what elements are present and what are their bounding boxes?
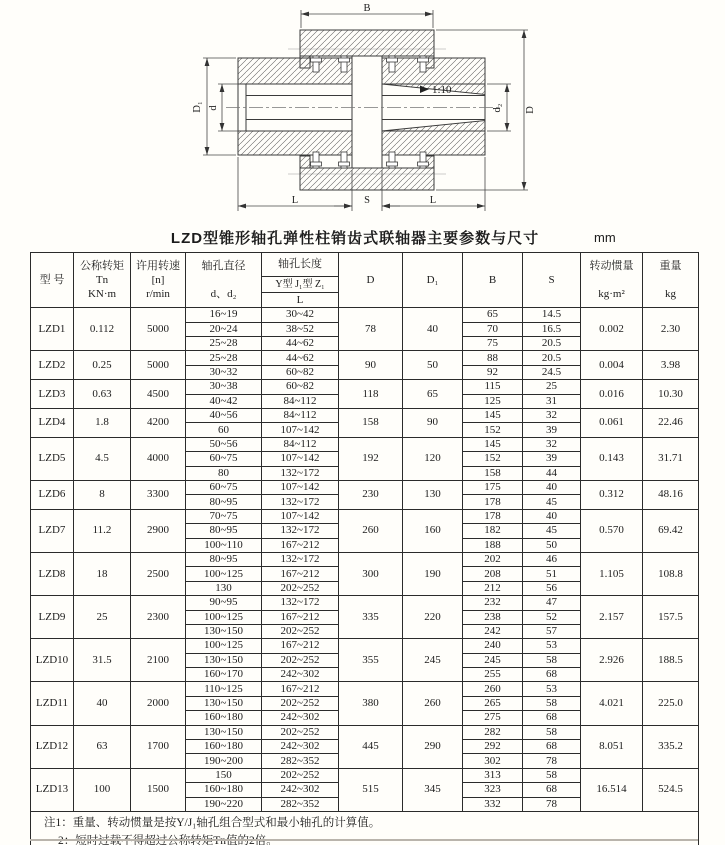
- table-row: [31, 380, 699, 394]
- dim-B-cell: 240: [463, 639, 523, 653]
- col-header-inertia: 转动惯量 kg·m²: [581, 253, 643, 308]
- dim-S-cell: 52: [523, 610, 581, 624]
- dim-B-cell: 75: [463, 337, 523, 351]
- model-cell: LZD4: [31, 409, 74, 438]
- dim-B-cell: 255: [463, 668, 523, 682]
- dim-B-cell: 265: [463, 696, 523, 710]
- dim-S-cell: 20.5: [523, 337, 581, 351]
- inertia-cell: 0.061: [581, 409, 643, 438]
- dim-S-cell: 32: [523, 409, 581, 423]
- table-row: [31, 437, 699, 451]
- dim-D1-cell: 220: [403, 596, 463, 639]
- model-cell: LZD3: [31, 380, 74, 409]
- dim-S-cell: 56: [523, 581, 581, 595]
- dim-S-cell: 53: [523, 682, 581, 696]
- dim-D1-cell: 120: [403, 437, 463, 480]
- dim-B-cell: 178: [463, 509, 523, 523]
- bore-l-cell: 107~142: [262, 452, 339, 466]
- unit-label: mm: [594, 230, 616, 245]
- col-header-bore-len-types: Y型 J₁型 Z₁: [262, 277, 339, 293]
- bore-d-cell: 100~110: [186, 538, 262, 552]
- dim-B-cell: 152: [463, 452, 523, 466]
- dim-label-S: S: [364, 195, 370, 206]
- dim-S-cell: 44: [523, 466, 581, 480]
- dim-S-cell: 16.5: [523, 322, 581, 336]
- bore-l-cell: 202~252: [262, 768, 339, 782]
- bore-d-cell: 60: [186, 423, 262, 437]
- bore-l-cell: 107~142: [262, 423, 339, 437]
- bore-d-cell: 60~75: [186, 452, 262, 466]
- dim-S-cell: 47: [523, 596, 581, 610]
- table-row: [31, 682, 699, 696]
- bore-d-cell: 130~150: [186, 653, 262, 667]
- model-cell: LZD8: [31, 552, 74, 595]
- dim-B-cell: 332: [463, 797, 523, 811]
- speed-cell: 1700: [131, 725, 186, 768]
- weight-cell: 157.5: [643, 596, 699, 639]
- bore-d-cell: 30~38: [186, 380, 262, 394]
- dim-D1-cell: 65: [403, 380, 463, 409]
- dim-S-cell: 50: [523, 538, 581, 552]
- dim-D-cell: 335: [339, 596, 403, 639]
- spec-table: [30, 252, 699, 845]
- dim-D1-cell: 160: [403, 509, 463, 552]
- dim-label-d: d: [208, 105, 219, 111]
- drawing-body: [238, 30, 485, 190]
- dim-D-cell: 355: [339, 639, 403, 682]
- weight-cell: 524.5: [643, 768, 699, 811]
- dim-S-cell: 39: [523, 452, 581, 466]
- dim-S-cell: 51: [523, 567, 581, 581]
- dim-S-cell: 32: [523, 437, 581, 451]
- bore-d-cell: 60~75: [186, 480, 262, 494]
- inertia-cell: 16.514: [581, 768, 643, 811]
- table-row: [31, 480, 699, 494]
- bore-d-cell: 50~56: [186, 437, 262, 451]
- dim-D1-cell: 90: [403, 409, 463, 438]
- model-cell: LZD5: [31, 437, 74, 480]
- speed-cell: 2900: [131, 509, 186, 552]
- col-header-model: 型 号: [31, 253, 74, 308]
- note-line-1: 注1：重量、转动惯量是按Y/J₁轴孔组合型式和最小轴孔的计算值。: [44, 816, 381, 829]
- bore-d-cell: 25~28: [186, 351, 262, 365]
- dim-D1-cell: 345: [403, 768, 463, 811]
- weight-cell: 335.2: [643, 725, 699, 768]
- bore-d-cell: 20~24: [186, 322, 262, 336]
- model-cell: LZD13: [31, 768, 74, 811]
- inertia-cell: 2.926: [581, 639, 643, 682]
- coupling-cross-section-drawing: [0, 0, 725, 225]
- table-row: [31, 725, 699, 739]
- dim-B-cell: 282: [463, 725, 523, 739]
- dim-B-cell: 125: [463, 394, 523, 408]
- speed-cell: 1500: [131, 768, 186, 811]
- torque-cell: 18: [74, 552, 131, 595]
- dim-label-L-left: L: [291, 195, 299, 206]
- speed-cell: 3300: [131, 480, 186, 509]
- inertia-cell: 0.143: [581, 437, 643, 480]
- bore-l-cell: 84~112: [262, 409, 339, 423]
- bore-l-cell: 202~252: [262, 696, 339, 710]
- dim-D1-cell: 260: [403, 682, 463, 725]
- bore-l-cell: 60~82: [262, 365, 339, 379]
- torque-cell: 1.8: [74, 409, 131, 438]
- col-header-bore-len: 轴孔长度: [262, 253, 339, 277]
- dim-S-cell: 57: [523, 624, 581, 638]
- taper-label: 1:10: [432, 84, 452, 96]
- dim-D-cell: 300: [339, 552, 403, 595]
- inertia-cell: 0.004: [581, 351, 643, 380]
- bore-l-cell: 167~212: [262, 538, 339, 552]
- dim-label-B: B: [363, 3, 371, 14]
- table-row: [31, 409, 699, 423]
- col-header-bore-len-L: L: [262, 293, 339, 308]
- dim-label-D1: D₁: [192, 101, 203, 113]
- dim-B-cell: 292: [463, 740, 523, 754]
- torque-cell: 11.2: [74, 509, 131, 552]
- dim-D1-cell: 245: [403, 639, 463, 682]
- dim-B-cell: 212: [463, 581, 523, 595]
- table-row: [31, 308, 699, 322]
- weight-cell: 48.16: [643, 480, 699, 509]
- torque-cell: 8: [74, 480, 131, 509]
- torque-cell: 63: [74, 725, 131, 768]
- model-cell: LZD7: [31, 509, 74, 552]
- dim-B-cell: 202: [463, 552, 523, 566]
- bore-d-cell: 150: [186, 768, 262, 782]
- bore-d-cell: 130~150: [186, 725, 262, 739]
- dim-B-cell: 323: [463, 783, 523, 797]
- bore-l-cell: 242~302: [262, 668, 339, 682]
- weight-cell: 188.5: [643, 639, 699, 682]
- bore-d-cell: 130~150: [186, 696, 262, 710]
- speed-cell: 2000: [131, 682, 186, 725]
- speed-cell: 5000: [131, 308, 186, 351]
- dim-B-cell: 302: [463, 754, 523, 768]
- speed-cell: 2100: [131, 639, 186, 682]
- weight-cell: 10.30: [643, 380, 699, 409]
- col-header-speed: 许用转速 [n] r/min: [131, 253, 186, 308]
- bore-d-cell: 40~56: [186, 409, 262, 423]
- dim-D1-cell: 40: [403, 308, 463, 351]
- inertia-cell: 4.021: [581, 682, 643, 725]
- table-row: [31, 596, 699, 610]
- speed-cell: 2500: [131, 552, 186, 595]
- dim-S-cell: 58: [523, 696, 581, 710]
- bore-d-cell: 80: [186, 466, 262, 480]
- bore-d-cell: 80~95: [186, 524, 262, 538]
- bore-d-cell: 90~95: [186, 596, 262, 610]
- dim-D-cell: 380: [339, 682, 403, 725]
- bore-l-cell: 202~252: [262, 725, 339, 739]
- bore-l-cell: 107~142: [262, 480, 339, 494]
- bore-l-cell: 167~212: [262, 682, 339, 696]
- model-cell: LZD1: [31, 308, 74, 351]
- dim-S-cell: 78: [523, 797, 581, 811]
- dim-D1-cell: 190: [403, 552, 463, 595]
- dim-D-cell: 260: [339, 509, 403, 552]
- dim-B-cell: 260: [463, 682, 523, 696]
- bore-l-cell: 107~142: [262, 509, 339, 523]
- bore-d-cell: 190~220: [186, 797, 262, 811]
- bore-d-cell: 16~19: [186, 308, 262, 322]
- torque-cell: 0.25: [74, 351, 131, 380]
- bore-d-cell: 100~125: [186, 639, 262, 653]
- dim-B-cell: 238: [463, 610, 523, 624]
- dim-B-cell: 182: [463, 524, 523, 538]
- torque-cell: 0.63: [74, 380, 131, 409]
- dim-B-cell: 275: [463, 711, 523, 725]
- bore-l-cell: 167~212: [262, 639, 339, 653]
- dim-B-cell: 152: [463, 423, 523, 437]
- dim-S-cell: 58: [523, 768, 581, 782]
- dim-D-cell: 515: [339, 768, 403, 811]
- dim-S-cell: 20.5: [523, 351, 581, 365]
- dim-S-cell: 68: [523, 740, 581, 754]
- dim-B-cell: 145: [463, 409, 523, 423]
- dim-S-cell: 68: [523, 711, 581, 725]
- table-row: [31, 509, 699, 523]
- bore-d-cell: 160~180: [186, 740, 262, 754]
- bore-l-cell: 202~252: [262, 653, 339, 667]
- torque-cell: 4.5: [74, 437, 131, 480]
- dim-S-cell: 78: [523, 754, 581, 768]
- dim-S-cell: 40: [523, 480, 581, 494]
- bore-d-cell: 100~125: [186, 567, 262, 581]
- bore-d-cell: 80~95: [186, 552, 262, 566]
- torque-cell: 100: [74, 768, 131, 811]
- weight-cell: 3.98: [643, 351, 699, 380]
- bore-d-cell: 100~125: [186, 610, 262, 624]
- speed-cell: 4200: [131, 409, 186, 438]
- dim-S-cell: 14.5: [523, 308, 581, 322]
- dim-B-cell: 92: [463, 365, 523, 379]
- dim-D-cell: 445: [339, 725, 403, 768]
- dim-S-cell: 25: [523, 380, 581, 394]
- bore-l-cell: 84~112: [262, 437, 339, 451]
- dim-S-cell: 53: [523, 639, 581, 653]
- dim-B-cell: 175: [463, 480, 523, 494]
- dim-B-cell: 313: [463, 768, 523, 782]
- bore-l-cell: 60~82: [262, 380, 339, 394]
- speed-cell: 4000: [131, 437, 186, 480]
- col-header-bore-dia: 轴孔直径 d、d₂: [186, 253, 262, 308]
- bore-l-cell: 30~42: [262, 308, 339, 322]
- bore-d-cell: 70~75: [186, 509, 262, 523]
- inertia-cell: 2.157: [581, 596, 643, 639]
- speed-cell: 5000: [131, 351, 186, 380]
- inertia-cell: 0.002: [581, 308, 643, 351]
- bore-d-cell: 160~170: [186, 668, 262, 682]
- col-header-S: S: [523, 253, 581, 308]
- dim-S-cell: 45: [523, 495, 581, 509]
- table-row: [31, 768, 699, 782]
- dim-B-cell: 88: [463, 351, 523, 365]
- model-cell: LZD2: [31, 351, 74, 380]
- dim-D1-cell: 290: [403, 725, 463, 768]
- weight-cell: 2.30: [643, 308, 699, 351]
- inertia-cell: 0.016: [581, 380, 643, 409]
- bore-l-cell: 38~52: [262, 322, 339, 336]
- bore-d-cell: 40~42: [186, 394, 262, 408]
- bore-l-cell: 132~172: [262, 466, 339, 480]
- bore-l-cell: 84~112: [262, 394, 339, 408]
- dim-label-L-right: L: [429, 195, 437, 206]
- col-header-B: B: [463, 253, 523, 308]
- dim-D-cell: 158: [339, 409, 403, 438]
- inertia-cell: 1.105: [581, 552, 643, 595]
- dim-label-d2: d₂: [492, 103, 503, 113]
- col-header-D: D: [339, 253, 403, 308]
- model-cell: LZD12: [31, 725, 74, 768]
- dim-S-cell: 58: [523, 725, 581, 739]
- weight-cell: 69.42: [643, 509, 699, 552]
- bore-d-cell: 80~95: [186, 495, 262, 509]
- inertia-cell: 8.051: [581, 725, 643, 768]
- bore-l-cell: 167~212: [262, 610, 339, 624]
- weight-cell: 22.46: [643, 409, 699, 438]
- model-cell: LZD6: [31, 480, 74, 509]
- table-row: [31, 639, 699, 653]
- speed-cell: 4500: [131, 380, 186, 409]
- col-header-torque: 公称转矩 Tn KN·m: [74, 253, 131, 308]
- bore-l-cell: 44~62: [262, 351, 339, 365]
- bore-l-cell: 202~252: [262, 624, 339, 638]
- dim-B-cell: 65: [463, 308, 523, 322]
- inertia-cell: 0.312: [581, 480, 643, 509]
- dim-S-cell: 31: [523, 394, 581, 408]
- dim-D-cell: 192: [339, 437, 403, 480]
- dim-B-cell: 158: [463, 466, 523, 480]
- bore-d-cell: 25~28: [186, 337, 262, 351]
- dim-S-cell: 46: [523, 552, 581, 566]
- col-header-D1: D₁: [403, 253, 463, 308]
- table-row: [31, 351, 699, 365]
- torque-cell: 25: [74, 596, 131, 639]
- speed-cell: 2300: [131, 596, 186, 639]
- page-title: LZD型锥形轴孔弹性柱销齿式联轴器主要参数与尺寸: [170, 230, 540, 247]
- dim-label-D: D: [525, 106, 536, 114]
- dim-D-cell: 90: [339, 351, 403, 380]
- model-cell: LZD10: [31, 639, 74, 682]
- bore-d-cell: 160~180: [186, 711, 262, 725]
- dim-S-cell: 68: [523, 783, 581, 797]
- torque-cell: 31.5: [74, 639, 131, 682]
- spec-table-body: [31, 308, 699, 845]
- dim-D-cell: 78: [339, 308, 403, 351]
- bore-d-cell: 160~180: [186, 783, 262, 797]
- bore-l-cell: 282~352: [262, 754, 339, 768]
- dim-D1-cell: 130: [403, 480, 463, 509]
- dim-D-cell: 118: [339, 380, 403, 409]
- dim-B-cell: 245: [463, 653, 523, 667]
- weight-cell: 31.71: [643, 437, 699, 480]
- bore-l-cell: 132~172: [262, 495, 339, 509]
- dim-D-cell: 230: [339, 480, 403, 509]
- dim-S-cell: 24.5: [523, 365, 581, 379]
- bore-d-cell: 130: [186, 581, 262, 595]
- bore-l-cell: 242~302: [262, 783, 339, 797]
- torque-cell: 0.112: [74, 308, 131, 351]
- dim-S-cell: 40: [523, 509, 581, 523]
- model-cell: LZD9: [31, 596, 74, 639]
- bore-d-cell: 110~125: [186, 682, 262, 696]
- dim-B-cell: 242: [463, 624, 523, 638]
- weight-cell: 108.8: [643, 552, 699, 595]
- dim-B-cell: 145: [463, 437, 523, 451]
- bore-d-cell: 130~150: [186, 624, 262, 638]
- bore-l-cell: 202~252: [262, 581, 339, 595]
- bore-l-cell: 132~172: [262, 524, 339, 538]
- model-cell: LZD11: [31, 682, 74, 725]
- dim-D1-cell: 50: [403, 351, 463, 380]
- dim-B-cell: 232: [463, 596, 523, 610]
- bore-l-cell: 242~302: [262, 740, 339, 754]
- dim-B-cell: 178: [463, 495, 523, 509]
- table-row: [31, 552, 699, 566]
- dim-S-cell: 39: [523, 423, 581, 437]
- weight-cell: 225.0: [643, 682, 699, 725]
- bore-l-cell: 132~172: [262, 552, 339, 566]
- col-header-weight: 重量 kg: [643, 253, 699, 308]
- bore-l-cell: 132~172: [262, 596, 339, 610]
- bore-d-cell: 190~200: [186, 754, 262, 768]
- dim-S-cell: 45: [523, 524, 581, 538]
- bore-l-cell: 242~302: [262, 711, 339, 725]
- bore-l-cell: 167~212: [262, 567, 339, 581]
- torque-cell: 40: [74, 682, 131, 725]
- dim-B-cell: 188: [463, 538, 523, 552]
- bore-l-cell: 282~352: [262, 797, 339, 811]
- spec-table-header: [31, 253, 699, 308]
- dim-S-cell: 58: [523, 653, 581, 667]
- dim-B-cell: 115: [463, 380, 523, 394]
- dim-B-cell: 70: [463, 322, 523, 336]
- bore-d-cell: 30~32: [186, 365, 262, 379]
- dim-B-cell: 208: [463, 567, 523, 581]
- bore-l-cell: 44~62: [262, 337, 339, 351]
- page-bottom-shadow: [30, 839, 698, 841]
- inertia-cell: 0.570: [581, 509, 643, 552]
- dim-S-cell: 68: [523, 668, 581, 682]
